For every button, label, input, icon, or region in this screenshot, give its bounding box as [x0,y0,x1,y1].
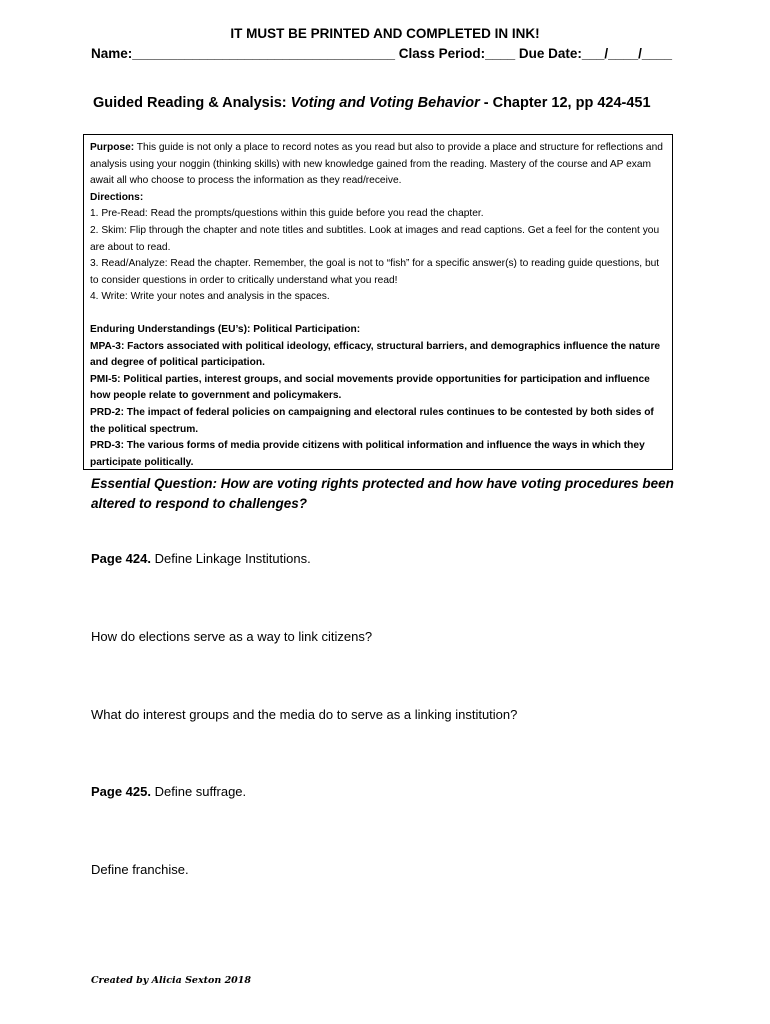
purpose-text: This guide is not only a place to record notes as you read but also to provide a place and structure for reflections and analysis using your noggin (thinking skills) with new knowledge gained from the reading. Mastery of the course and AP exam await all who choose to process the information as they read/receive. [90,142,663,187]
eu-item: PMI-5: Political parties, interest groups, and social movements provide opportunities for participation and influence how people relate to government and policymakers. [90,373,650,402]
purpose-box [83,134,673,470]
direction-item: 2. Skim: Flip through the chapter and note titles and subtitles. Look at images and read captions. Get a feel for the content you are about to read. [90,224,660,253]
eu-item: MPA-3: Factors associated with political ideology, efficacy, structural barriers, and demographics influence the nature and degree of political participation. [90,340,661,369]
question-item [91,707,517,722]
question-item [91,551,311,566]
directions-label: Directions: [90,191,144,203]
footer-credit: Created by Alicia Sexton 2018 [91,975,252,986]
name-period-date-line: Name:___________________________________ Class Period:____ Due Date:___/____/____ [91,46,672,61]
page-title [93,95,651,111]
question-page-ref: Page 425. [91,784,151,799]
enduring-understandings [90,322,666,471]
purpose-paragraph [90,140,666,190]
ink-notice: IT MUST BE PRINTED AND COMPLETED IN INK! [230,26,540,41]
eu-heading: Enduring Understandings (EU’s): Political Participation: [90,323,361,335]
question-text: Define suffrage. [151,784,247,799]
direction-item: 4. Write: Write your notes and analysis in the spaces. [90,291,330,303]
essential-question: Essential Question: How are voting rights protected and how have voting procedures been altered to respond to challenges? [91,476,674,511]
question-text: Define Linkage Institutions. [151,551,311,566]
eu-item: PRD-3: The various forms of media provide citizens with political information and influence the ways in which they participate politically. [90,440,645,468]
question-text: Define franchise. [91,862,189,877]
question-item [91,629,372,644]
direction-item: 3. Read/Analyze: Read the chapter. Remember, the goal is not to “fish” for a specific answer(s) to reading guide questions, but to consider questions in order to critically understand what you read! [90,258,660,286]
section-spacer [90,306,666,322]
question-text: How do elections serve as a way to link citizens? [91,629,373,644]
question-page-ref: Page 424. [91,551,151,566]
question-item [91,862,189,877]
question-text: What do interest groups and the media do to serve as a linking institution? [91,707,518,722]
purpose-label: Purpose: [90,142,135,153]
question-item [91,784,246,799]
title-suffix: - Chapter 12, pp 424-451 [479,95,651,111]
title-topic: Voting and Voting Behavior [290,95,480,111]
eu-item: PRD-2: The impact of federal policies on campaigning and electoral rules continues to be contested by both sides of the political spectrum. [90,406,654,435]
direction-item: 1. Pre-Read: Read the prompts/questions within this guide before you read the chapter. [90,208,484,220]
title-prefix: Guided Reading & Analysis: [93,95,291,111]
